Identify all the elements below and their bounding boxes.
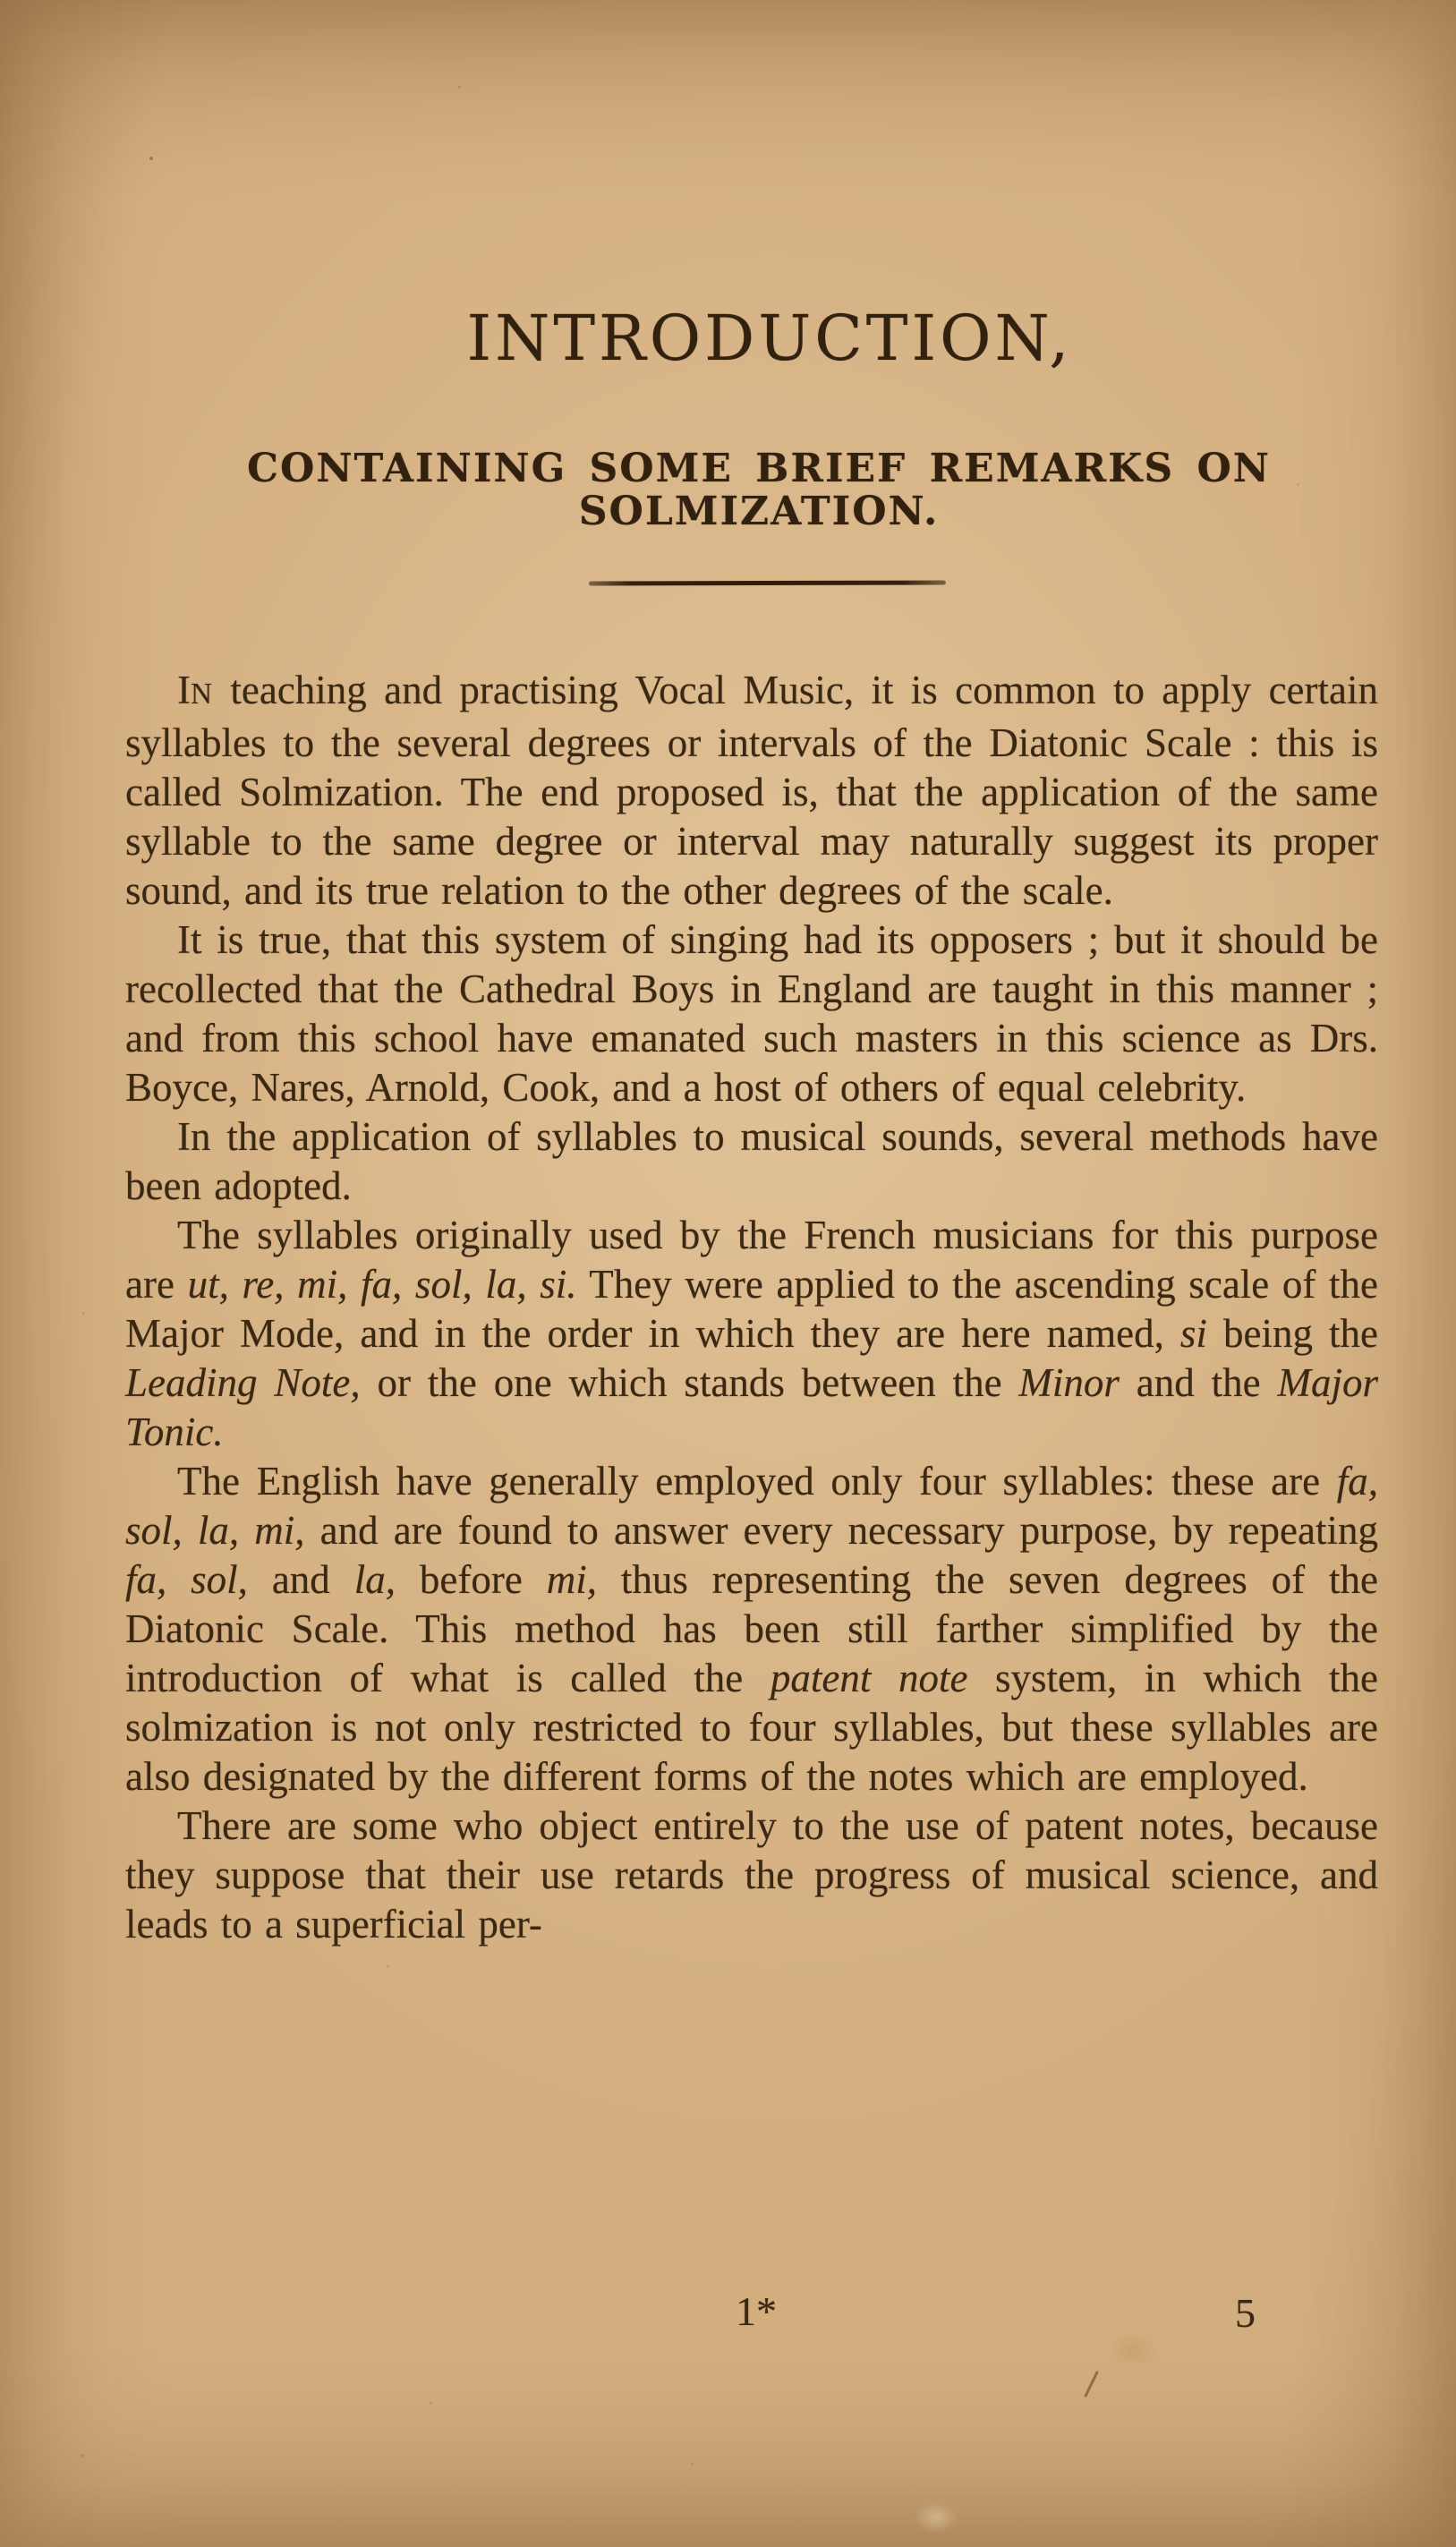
paper-light-spot	[915, 2502, 958, 2533]
paragraph-1: IN teaching and practising Vocal Music, it is common to apply certain syllables to the several degrees or intervals of the Diatonic Scale : this is called Solmization. The end proposed is, that the application of the same syllable to the same degree or interval may naturally suggest its proper sound, and its true relation to the other degrees of the scale.	[125, 668, 1378, 913]
paper-stain	[1108, 2330, 1160, 2370]
paragraph-3: In the application of syllables to musical sounds, several methods have been adopted.	[125, 1114, 1378, 1208]
paragraph-2: It is true, that this system of singing had its opposers ; but it should be recollected that the Cathedral Boys in England are taught in this manner ; and from this school have emanated such masters in this science as Drs. Boyce, Nares, Arnold, Cook, and a host of others of equal celebrity.	[125, 917, 1378, 1110]
section-divider	[589, 580, 946, 585]
paper-speck	[149, 157, 153, 160]
paper-speck	[691, 2463, 694, 2466]
paper-speck	[1297, 483, 1299, 486]
page-title: INTRODUCTION,	[466, 302, 1073, 375]
paper-speck	[458, 86, 461, 89]
paper-speck	[430, 2402, 432, 2405]
paper-fiber-mark	[1084, 2371, 1099, 2398]
paper-speck	[387, 1965, 389, 1968]
page-number: 5	[1235, 2290, 1256, 2336]
page-subtitle: CONTAINING SOME BRIEF REMARKS ON SOLMIZATION.	[246, 446, 1272, 535]
paragraph-5: The English have generally employed only four syllables: these are fa, sol, la, mi, and are found to answer every necessary purpose, by repeating fa, sol, and la, before mi, thus representing the seven degrees of the Diatonic Scale. This method has been still farther simplified by the introduction of what is called the patent note system, in which the solmization is not only restricted to four syllables, but these syllables are also designated by the different forms of the notes which are employed.	[125, 1459, 1378, 1799]
paragraph-4: The syllables originally used by the French musicians for this purpose are ut, re, mi, fa, sol, la, si. They were applied to the ascending scale of the Major Mode, and in the order in which they are here named, si being the Leading Note, or the one which stands between the Minor and the Major Tonic.	[125, 1213, 1379, 1454]
paragraph-6: There are some who object entirely to the use of patent notes, because they suppose that their use retards the progress of musical science, and leads to a superficial per-	[125, 1803, 1378, 1946]
body-text	[125, 666, 1378, 1949]
paper-speck	[81, 2454, 83, 2458]
signature-mark: 1*	[736, 2288, 777, 2334]
paper-speck	[1368, 1559, 1371, 1562]
paper-speck	[324, 1478, 327, 1481]
paper-speck	[82, 1312, 85, 1315]
